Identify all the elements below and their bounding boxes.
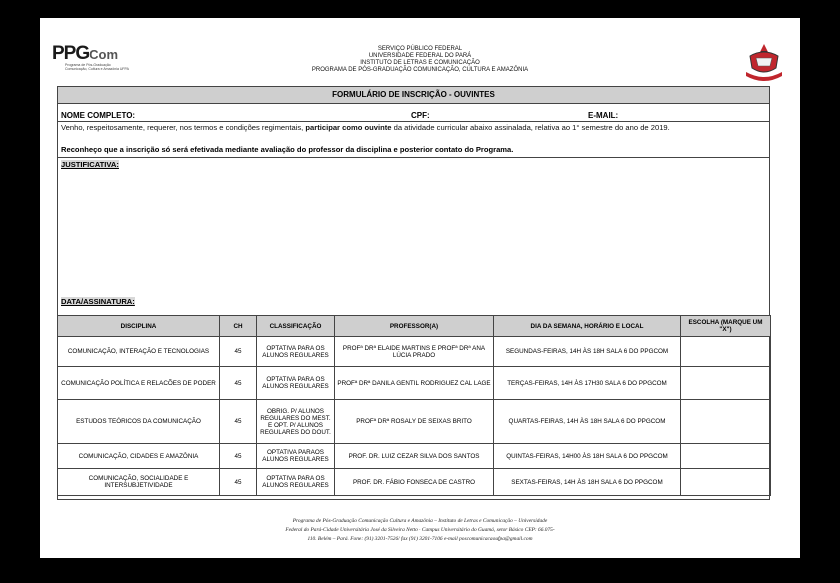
- request-paragraph: [61, 123, 761, 132]
- table-row: [58, 469, 771, 496]
- col-ch: CH: [220, 316, 257, 337]
- justification-label: JUSTIFICATIVA:: [61, 160, 119, 169]
- cell-classificacao: OBRIG. P/ ALUNOS REGULARES DO MEST. E OPT. P/ ALUNOS REGULARES DO DOUT.: [257, 400, 335, 444]
- document-page: [40, 18, 800, 558]
- document-header: [40, 46, 800, 74]
- cell-disciplina: COMUNICAÇÃO POLÍTICA E RELACÕES DE PODER: [58, 367, 220, 400]
- cell-classificacao: OPTATIVA PARA OS ALUNOS REGULARES: [257, 469, 335, 496]
- footer-line-2: Federal do Pará-Cidade Universitária José da Silveira Netto · Campus Universitário do Guamá, setor Básico CEP: 66.075-: [285, 527, 555, 533]
- para-bold: participar como ouvinte: [305, 123, 392, 132]
- cell-horario: SEXTAS-FEIRAS, 14H ÀS 18H SALA 6 DO PPGCOM: [494, 469, 681, 496]
- logo-suffix: Com: [89, 47, 119, 62]
- cell-disciplina: COMUNICAÇÃO, CIDADES E AMAZÔNIA: [58, 444, 220, 469]
- table-row: [58, 400, 771, 444]
- cell-horario: SEGUNDAS-FEIRAS, 14H ÀS 18H SALA 6 DO PPGCOM: [494, 337, 681, 367]
- cell-classificacao: OPTATIVA PARAOS ALUNOS REGULARES: [257, 444, 335, 469]
- header-line-4: PROGRAMA DE PÓS-GRADUAÇÃO COMUNICAÇÃO, CULTURA E AMAZÔNIA: [311, 67, 529, 73]
- cpf-label: CPF:: [411, 111, 430, 120]
- col-horario: DIA DA SEMANA, HORÁRIO E LOCAL: [494, 316, 681, 337]
- cell-ch: 45: [220, 400, 257, 444]
- table-row: [58, 337, 771, 367]
- document-footer: [40, 517, 800, 544]
- registration-form: [57, 86, 770, 500]
- header-line-3: INSTITUTO DE LETRAS E COMUNICAÇÃO: [360, 60, 480, 66]
- choice-cell[interactable]: [681, 367, 771, 400]
- ufpa-seal-icon: [742, 42, 786, 82]
- cell-professor: PROFª DRª ELAIDE MARTINS E PROFª DRª ANA LÚCIA PRADO: [335, 337, 494, 367]
- name-label: NOME COMPLETO:: [61, 111, 136, 120]
- table-row: [58, 367, 771, 400]
- col-classificacao: CLASSIFICAÇÃO: [257, 316, 335, 337]
- logo-subtitle-2: Comunicação, Cultura e Amazônia UFPA: [65, 67, 129, 71]
- col-escolha: ESCOLHA (MARQUE UM "X"): [681, 316, 771, 337]
- choice-cell[interactable]: [681, 444, 771, 469]
- footer-line-1: Programa de Pós-Graduação Comunicação Cultura e Amazônia – Instituto de Letras e Comunicação – Universidade: [292, 518, 548, 524]
- logo-main: PPG: [52, 43, 90, 64]
- cell-horario: TERÇAS-FEIRAS, 14H ÀS 17H30 SALA 6 DO PPGCOM: [494, 367, 681, 400]
- logo-subtitle-1: Programa de Pós-Graduação: [65, 63, 111, 67]
- cell-classificacao: OPTATIVA PARA OS ALUNOS REGULARES: [257, 337, 335, 367]
- table-header-row: [58, 316, 771, 337]
- cell-horario: QUARTAS-FEIRAS, 14H ÀS 18H SALA 6 DO PPGCOM: [494, 400, 681, 444]
- choice-cell[interactable]: [681, 337, 771, 367]
- cell-professor: PROF. DR. FÁBIO FONSECA DE CASTRO: [335, 469, 494, 496]
- cell-ch: 45: [220, 469, 257, 496]
- form-title: FORMULÁRIO DE INSCRIÇÃO - OUVINTES: [58, 87, 769, 104]
- cell-ch: 45: [220, 444, 257, 469]
- divider: [58, 157, 769, 158]
- cell-professor: PROFª DRª DANILA GENTIL RODRIGUEZ CAL LAGE: [335, 367, 494, 400]
- cell-disciplina: ESTUDOS TEÓRICOS DA COMUNICAÇÃO: [58, 400, 220, 444]
- cell-disciplina: COMUNICAÇÃO, INTERAÇÃO E TECNOLOGIAS: [58, 337, 220, 367]
- cell-ch: 45: [220, 337, 257, 367]
- header-line-2: UNIVERSIDADE FEDERAL DO PARÁ: [368, 53, 472, 59]
- cell-professor: PROFª DRª ROSALY DE SEIXAS BRITO: [335, 400, 494, 444]
- choice-cell[interactable]: [681, 469, 771, 496]
- table-row: [58, 444, 771, 469]
- para-start: Venho, respeitosamente, requerer, nos termos e condições regimentais,: [61, 123, 306, 132]
- cell-ch: 45: [220, 367, 257, 400]
- email-label: E-MAIL:: [588, 111, 619, 120]
- notice-text: Reconheço que a inscrição só será efetivada mediante avaliação do professor da disciplina e posterior contato do Programa.: [61, 145, 514, 154]
- footer-line-3: 110. Belém – Pará. Fone: (91) 3201-7526/ fax (91) 3201-7106 e-mail poscomunicacaoufpa@gmail.com: [307, 536, 533, 542]
- cell-classificacao: OPTATIVA PARA OS ALUNOS REGULARES: [257, 367, 335, 400]
- courses-table: [57, 315, 771, 496]
- cell-disciplina: COMUNICAÇÃO, SOCIALIDADE E INTERSUBJETIVIDADE: [58, 469, 220, 496]
- choice-cell[interactable]: [681, 400, 771, 444]
- para-end: da atividade curricular abaixo assinalada, relativa ao 1° semestre do ano de 2019.: [391, 123, 670, 132]
- cell-horario: QUINTAS-FEIRAS, 14H00 ÀS 18H SALA 6 DO PPGCOM: [494, 444, 681, 469]
- header-line-1: SERVIÇO PÚBLICO FEDERAL: [377, 46, 463, 52]
- col-disciplina: DISCIPLINA: [58, 316, 220, 337]
- cell-professor: PROF. DR. LUIZ CEZAR SILVA DOS SANTOS: [335, 444, 494, 469]
- divider: [58, 121, 769, 122]
- date-signature-label: DATA/ASSINATURA:: [61, 297, 135, 306]
- col-professor: PROFESSOR(A): [335, 316, 494, 337]
